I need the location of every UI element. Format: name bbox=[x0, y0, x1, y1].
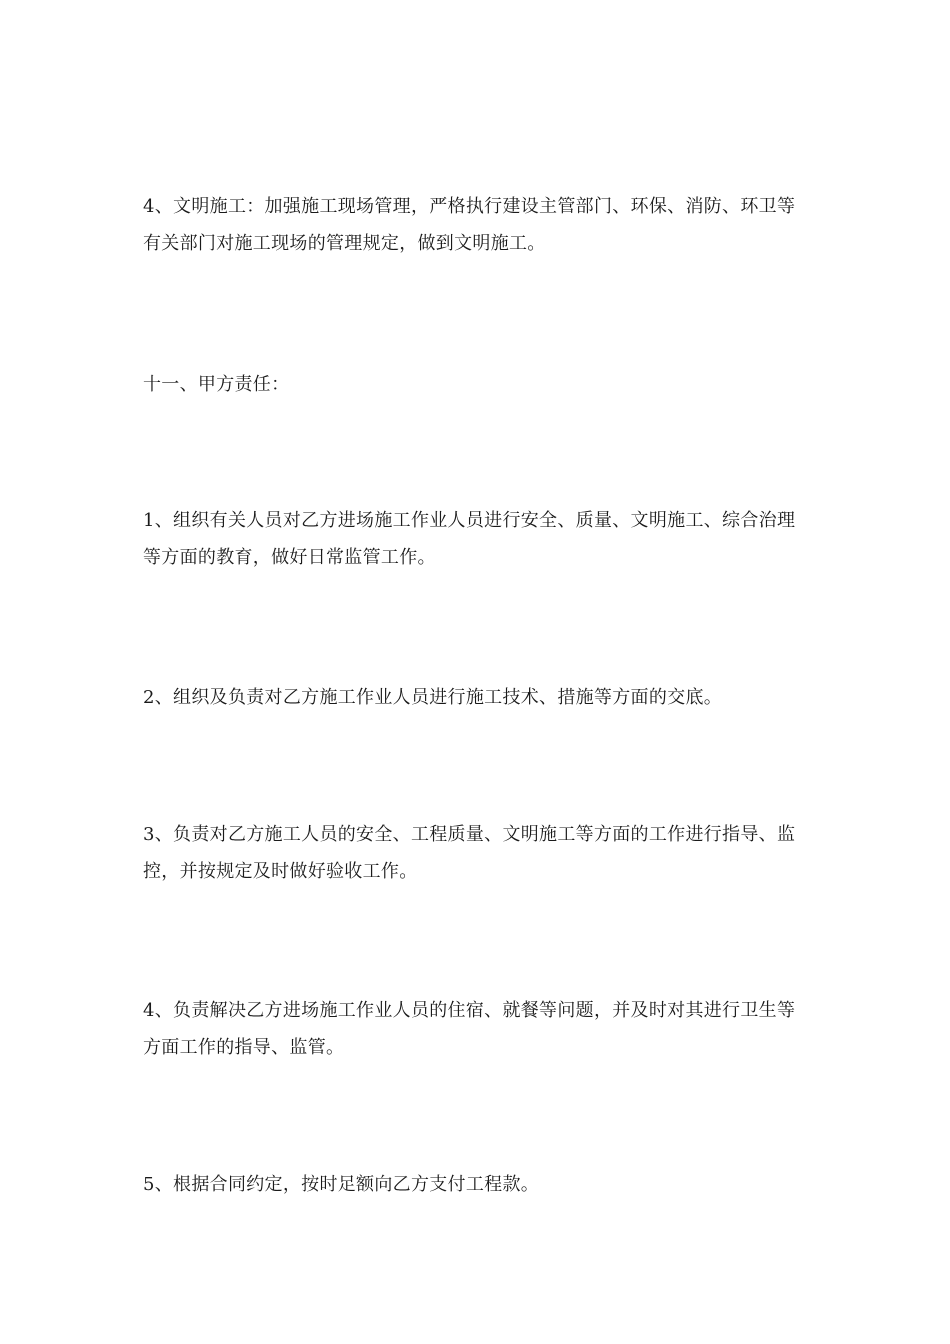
paragraph-item-2: 2、组织及负责对乙方施工作业人员进行施工技术、措施等方面的交底。 bbox=[143, 687, 723, 708]
paragraph-item-3: 3、负责对乙方施工人员的安全、工程质量、文明施工等方面的工作进行指导、监控，并按规定及时做好验收工作。 bbox=[143, 824, 796, 882]
paragraph-item-5: 5、根据合同约定，按时足额向乙方支付工程款。 bbox=[143, 1174, 540, 1195]
paragraph-civilized-construction: 4、文明施工：加强施工现场管理，严格执行建设主管部门、环保、消防、环卫等有关部门对施工现场的管理规定，做到文明施工。 bbox=[143, 196, 796, 254]
paragraph-item-1: 1、组织有关人员对乙方进场施工作业人员进行安全、质量、文明施工、综合治理等方面的教育，做好日常监管工作。 bbox=[143, 510, 796, 568]
section-heading-party-a-responsibilities: 十一、甲方责任： bbox=[143, 374, 290, 395]
paragraph-item-4: 4、负责解决乙方进场施工作业人员的住宿、就餐等问题，并及时对其进行卫生等方面工作的指导、监管。 bbox=[143, 1000, 796, 1058]
